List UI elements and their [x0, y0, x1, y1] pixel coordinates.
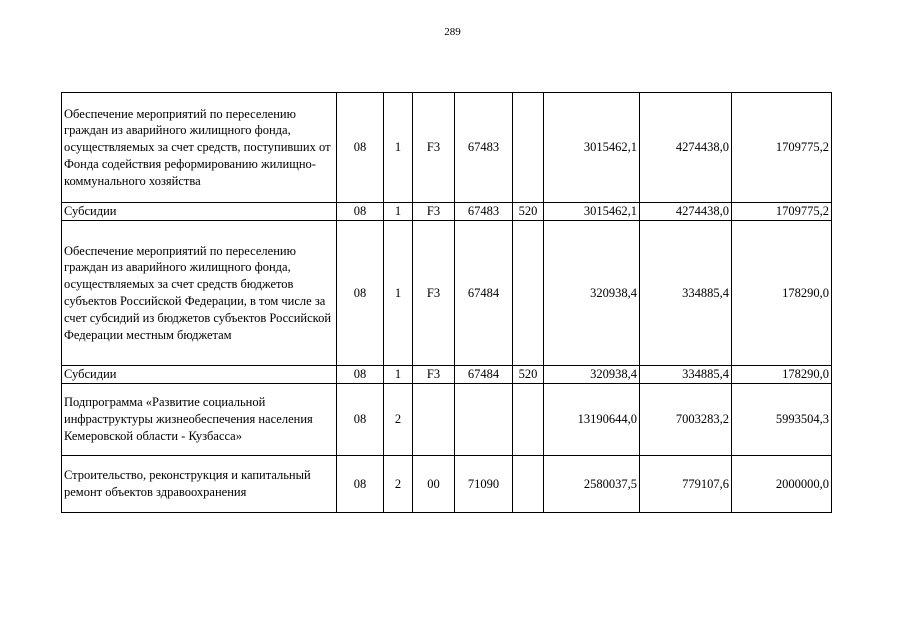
year1-amount-cell: 320938,4	[544, 221, 640, 366]
year2-amount-cell: 7003283,2	[640, 384, 732, 456]
direction-cell: F3	[413, 366, 455, 384]
vr-cell	[513, 93, 544, 203]
subprogram-cell: 1	[384, 203, 413, 221]
year3-amount-cell: 178290,0	[732, 366, 832, 384]
code-cell	[455, 384, 513, 456]
direction-cell: F3	[413, 203, 455, 221]
year3-amount-cell: 1709775,2	[732, 203, 832, 221]
year2-amount-cell: 4274438,0	[640, 93, 732, 203]
table-row	[62, 456, 832, 513]
direction-cell: 00	[413, 456, 455, 513]
vr-cell: 520	[513, 203, 544, 221]
row-name-cell: Обеспечение мероприятий по переселению граждан из аварийного жилищного фонда, осуществляемых за счет средств бюджетов субъектов Российской Федерации, в том числе за счет субсидий из бюджетов субъектов Российской Федерации местным бюджетам	[62, 221, 337, 366]
code-cell: 67484	[455, 366, 513, 384]
direction-cell: F3	[413, 221, 455, 366]
row-name-cell: Строительство, реконструкция и капитальный ремонт объектов здравоохранения	[62, 456, 337, 513]
year1-amount-cell: 3015462,1	[544, 93, 640, 203]
section-cell: 08	[337, 93, 384, 203]
section-cell: 08	[337, 221, 384, 366]
budget-table	[61, 92, 832, 513]
table-row	[62, 366, 832, 384]
code-cell: 67484	[455, 221, 513, 366]
subprogram-cell: 1	[384, 221, 413, 366]
year2-amount-cell: 4274438,0	[640, 203, 732, 221]
section-cell: 08	[337, 203, 384, 221]
year1-amount-cell: 2580037,5	[544, 456, 640, 513]
year1-amount-cell: 13190644,0	[544, 384, 640, 456]
page-number: 289	[444, 26, 461, 38]
section-cell: 08	[337, 384, 384, 456]
direction-cell	[413, 384, 455, 456]
subprogram-cell: 1	[384, 93, 413, 203]
vr-cell: 520	[513, 366, 544, 384]
code-cell: 67483	[455, 203, 513, 221]
vr-cell	[513, 384, 544, 456]
vr-cell	[513, 456, 544, 513]
subprogram-cell: 2	[384, 456, 413, 513]
year2-amount-cell: 334885,4	[640, 366, 732, 384]
direction-cell: F3	[413, 93, 455, 203]
section-cell: 08	[337, 366, 384, 384]
year3-amount-cell: 5993504,3	[732, 384, 832, 456]
vr-cell	[513, 221, 544, 366]
code-cell: 71090	[455, 456, 513, 513]
year2-amount-cell: 779107,6	[640, 456, 732, 513]
row-name-cell: Субсидии	[62, 203, 337, 221]
table-row	[62, 93, 832, 203]
year3-amount-cell: 2000000,0	[732, 456, 832, 513]
year2-amount-cell: 334885,4	[640, 221, 732, 366]
subprogram-cell: 2	[384, 384, 413, 456]
row-name-cell: Подпрограмма «Развитие социальной инфраструктуры жизнеобеспечения населения Кемеровской области - Кузбасса»	[62, 384, 337, 456]
table-row	[62, 221, 832, 366]
row-name-cell: Субсидии	[62, 366, 337, 384]
code-cell: 67483	[455, 93, 513, 203]
table-row	[62, 203, 832, 221]
subprogram-cell: 1	[384, 366, 413, 384]
table-body	[62, 93, 832, 513]
section-cell: 08	[337, 456, 384, 513]
table-row	[62, 384, 832, 456]
year3-amount-cell: 1709775,2	[732, 93, 832, 203]
row-name-cell: Обеспечение мероприятий по переселению граждан из аварийного жилищного фонда, осуществляемых за счет средств, поступивших от Фонда содействия реформированию жилищно-коммунального хозяйства	[62, 93, 337, 203]
year3-amount-cell: 178290,0	[732, 221, 832, 366]
year1-amount-cell: 320938,4	[544, 366, 640, 384]
year1-amount-cell: 3015462,1	[544, 203, 640, 221]
